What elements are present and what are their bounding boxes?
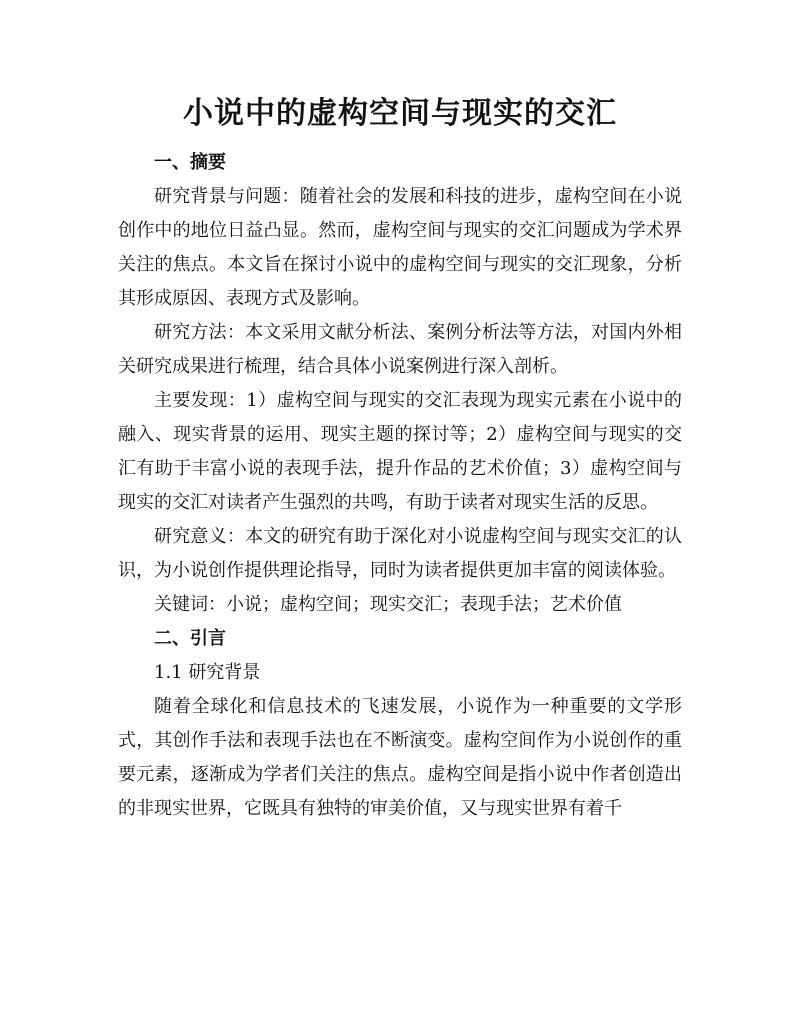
- abstract-findings-paragraph: 主要发现：1）虚构空间与现实的交汇表现为现实元素在小说中的融入、现实背景的运用、现实主题的探讨等；2）虚构空间与现实的交汇有助于丰富小说的表现手法，提升作品的艺术价值；3）虚构空间与现实的交汇对读者产生强烈的共鸣，有助于读者对现实生活的反思。: [118, 390, 682, 513]
- introduction-paragraph: 随着全球化和信息技术的飞速发展，小说作为一种重要的文学形式，其创作手法和表现手法也在不断演变。虚构空间作为小说创作的重要元素，逐渐成为学者们关注的焦点。虚构空间是指小说中作者创造出的非现实世界，它既具有独特的审美价值，又与现实世界有着千: [118, 696, 682, 819]
- document-body: [118, 146, 682, 826]
- keywords-line: 关键词：小说；虚构空间；现实交汇；表现手法；艺术价值: [154, 594, 622, 615]
- abstract-background-paragraph: 研究背景与问题：随着社会的发展和科技的进步，虚构空间在小说创作中的地位日益凸显。然而，虚构空间与现实的交汇问题成为学术界关注的焦点。本文旨在探讨小说中的虚构空间与现实的交汇现象，分析其形成原因、表现方式及影响。: [118, 186, 682, 309]
- section-heading-introduction: 二、引言: [154, 628, 226, 649]
- section-heading-abstract: 一、摘要: [154, 152, 226, 173]
- abstract-significance-paragraph: 研究意义：本文的研究有助于深化对小说虚构空间与现实交汇的认识，为小说创作提供理论指导，同时为读者提供更加丰富的阅读体验。: [118, 526, 682, 581]
- document-title: 小说中的虚构空间与现实的交汇: [183, 96, 617, 131]
- subsection-heading-background: 1.1 研究背景: [154, 662, 261, 683]
- abstract-methods-paragraph: 研究方法：本文采用文献分析法、案例分析法等方法，对国内外相关研究成果进行梳理，结合具体小说案例进行深入剖析。: [118, 322, 682, 377]
